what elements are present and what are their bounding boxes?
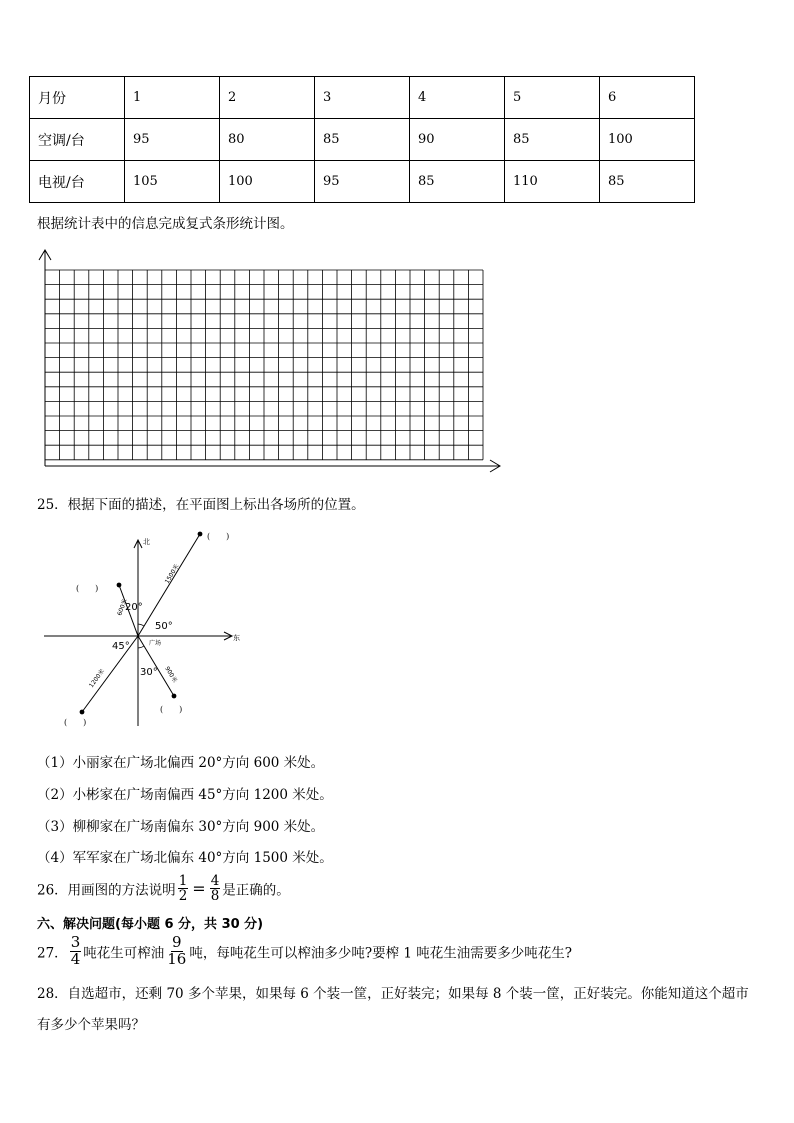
blank-nw: ( ) bbox=[76, 584, 99, 593]
q27-lead: 27． bbox=[37, 945, 68, 962]
angle-arc-n bbox=[138, 624, 144, 626]
section-6-title: 六、解决问题(每小题 6 分，共 30 分) bbox=[37, 917, 264, 932]
table-cell: 4 bbox=[410, 77, 505, 119]
table-row bbox=[30, 119, 695, 161]
table-cell: 3 bbox=[315, 77, 410, 119]
table-row bbox=[30, 77, 695, 119]
stats-table bbox=[29, 76, 695, 203]
fraction-9-16: $\frac{9}{16}$ bbox=[167, 933, 187, 968]
table-cell: 85 bbox=[505, 119, 600, 161]
blank-se: ( ) bbox=[160, 705, 183, 714]
fraction-1-2: $\frac{1}{2}$ bbox=[178, 873, 188, 905]
q25-item-3: （3）柳柳家在广场南偏东 30°方向 900 米处。 bbox=[37, 819, 325, 835]
table-cell: 月份 bbox=[30, 77, 125, 119]
fraction-4-8: $\frac{4}{8}$ bbox=[210, 873, 220, 905]
table-cell: 空调/台 bbox=[30, 119, 125, 161]
point-sw bbox=[80, 710, 85, 715]
table-cell: 80 bbox=[220, 119, 315, 161]
q25-prompt: 25．根据下面的描述，在平面图上标出各场所的位置。 bbox=[37, 497, 365, 513]
east-label: 东 bbox=[233, 634, 240, 642]
position-map bbox=[40, 528, 260, 738]
q26-lead: 26．用画图的方法说明 bbox=[37, 882, 176, 899]
table-cell: 85 bbox=[410, 161, 505, 203]
table-cell: 95 bbox=[125, 119, 220, 161]
angle-45: 45° bbox=[112, 641, 130, 652]
q25-item-2: （2）小彬家在广场南偏西 45°方向 1200 米处。 bbox=[37, 787, 333, 803]
table-cell: 1 bbox=[125, 77, 220, 119]
table-cell: 6 bbox=[600, 77, 695, 119]
angle-arc-s bbox=[138, 646, 144, 648]
distance-600: 600米 bbox=[116, 597, 129, 617]
blank-sw: ( ) bbox=[64, 718, 87, 727]
q28-line-1: 28．自选超市，还剩 70 多个苹果，如果每 6 个装一筐，正好装完；如果每 8 个装一筐，正好装完。你能知道这个超市 bbox=[37, 986, 749, 1002]
q25-item-1: （1）小丽家在广场北偏西 20°方向 600 米处。 bbox=[37, 755, 325, 771]
angle-30: 30° bbox=[140, 667, 158, 678]
q27-tail: 吨，每吨花生可以榨油多少吨?要榨 1 吨花生油需要多少吨花生? bbox=[189, 945, 572, 962]
center-label: 广场 bbox=[149, 640, 162, 647]
chart-instruction: 根据统计表中的信息完成复式条形统计图。 bbox=[37, 216, 294, 232]
q27-line bbox=[37, 935, 572, 968]
equals-sign: = bbox=[192, 879, 206, 899]
q25-item-4: （4）军军家在广场北偏东 40°方向 1500 米处。 bbox=[37, 850, 333, 866]
blank-chart-grid bbox=[0, 240, 794, 480]
table-cell: 2 bbox=[220, 77, 315, 119]
angle-20: 20° bbox=[125, 602, 143, 613]
q26-line bbox=[37, 874, 290, 903]
table-cell: 85 bbox=[600, 161, 695, 203]
distance-1200: 1200米 bbox=[87, 667, 107, 690]
point-nw bbox=[117, 583, 122, 588]
table-cell: 100 bbox=[220, 161, 315, 203]
table-cell: 85 bbox=[315, 119, 410, 161]
point-ne bbox=[198, 532, 203, 537]
table-cell: 110 bbox=[505, 161, 600, 203]
table-cell: 5 bbox=[505, 77, 600, 119]
angle-50: 50° bbox=[155, 621, 173, 632]
q26-tail: 是正确的。 bbox=[222, 882, 290, 899]
table-cell: 105 bbox=[125, 161, 220, 203]
table-cell: 95 bbox=[315, 161, 410, 203]
q27-mid: 吨花生可榨油 bbox=[83, 945, 165, 962]
table-cell: 90 bbox=[410, 119, 505, 161]
table-cell: 100 bbox=[600, 119, 695, 161]
q28-line-2: 有多少个苹果吗？ bbox=[37, 1017, 145, 1033]
distance-900: 900米 bbox=[163, 665, 179, 684]
blank-ne: ( ) bbox=[207, 532, 230, 541]
table-row bbox=[30, 161, 695, 203]
point-se bbox=[172, 694, 177, 699]
fraction-3-4: $\frac{3}{4}$ bbox=[70, 933, 81, 968]
north-label: 北 bbox=[143, 538, 150, 546]
table-cell: 电视/台 bbox=[30, 161, 125, 203]
distance-1500: 1500米 bbox=[163, 563, 181, 586]
